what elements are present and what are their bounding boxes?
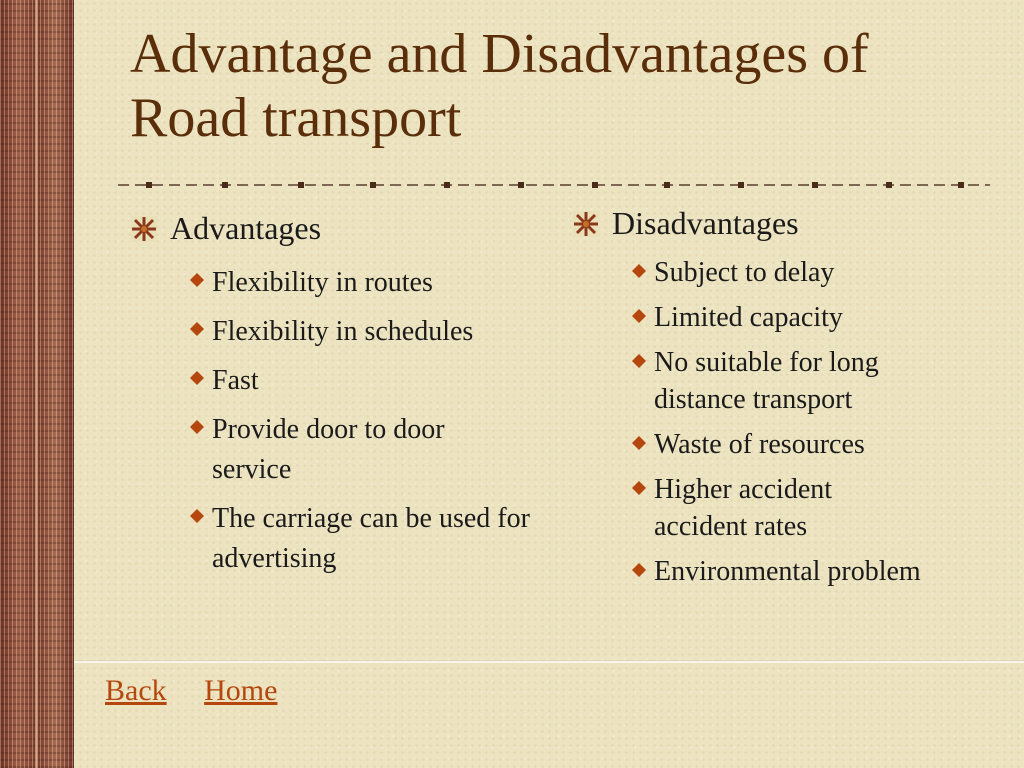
list-item-text: Waste of resources bbox=[654, 429, 865, 460]
list-item-text: The carriage can be used for advertising bbox=[212, 503, 530, 574]
list-item bbox=[632, 553, 932, 590]
list-item-text: Limited capacity bbox=[654, 302, 843, 333]
list-item-text: Flexibility in schedules bbox=[212, 316, 474, 347]
disadvantages-column bbox=[572, 205, 972, 598]
list-item-text: Provide door to door service bbox=[212, 414, 445, 485]
diamond-bullet-icon bbox=[190, 322, 204, 336]
diamond-bullet-icon bbox=[190, 273, 204, 287]
advantages-list bbox=[190, 263, 530, 579]
list-item bbox=[632, 299, 932, 336]
list-item-text: Higher accident accident rates bbox=[654, 474, 833, 542]
back-link[interactable]: Back bbox=[105, 674, 167, 707]
diamond-bullet-icon bbox=[632, 436, 646, 450]
list-item-text: Environmental problem bbox=[654, 556, 921, 587]
list-item bbox=[632, 344, 932, 418]
list-item-text: No suitable for long distance transport bbox=[654, 347, 879, 415]
diamond-bullet-icon bbox=[632, 563, 646, 577]
diamond-bullet-icon bbox=[190, 420, 204, 434]
compass-star-icon bbox=[572, 210, 600, 238]
disadvantages-list bbox=[632, 254, 932, 590]
list-item bbox=[632, 254, 932, 291]
list-item bbox=[190, 499, 530, 579]
advantages-heading-row bbox=[130, 210, 550, 247]
decorative-side-strip bbox=[0, 0, 74, 768]
title-divider-rule bbox=[118, 178, 990, 192]
slide-title bbox=[130, 22, 990, 150]
compass-star-icon bbox=[130, 215, 158, 243]
list-item bbox=[632, 471, 932, 545]
strip-divider-line bbox=[35, 0, 38, 768]
list-item bbox=[632, 426, 932, 463]
footer-divider bbox=[74, 660, 1024, 663]
disadvantages-heading-row bbox=[572, 205, 972, 242]
diamond-bullet-icon bbox=[632, 264, 646, 278]
list-item-text: Subject to delay bbox=[654, 257, 835, 288]
advantages-column bbox=[130, 210, 550, 588]
title-line-2: Road transport bbox=[130, 87, 462, 149]
diamond-bullet-icon bbox=[190, 371, 204, 385]
disadvantages-heading: Disadvantages bbox=[612, 205, 799, 241]
list-item bbox=[190, 312, 530, 352]
diamond-bullet-icon bbox=[632, 354, 646, 368]
list-item bbox=[190, 361, 530, 401]
slide-navigation bbox=[105, 674, 307, 708]
advantages-heading: Advantages bbox=[170, 210, 322, 246]
home-link[interactable]: Home bbox=[204, 674, 278, 707]
list-item bbox=[190, 410, 530, 490]
title-line-1: Advantage and Disadvantages of bbox=[130, 23, 869, 85]
diamond-bullet-icon bbox=[632, 481, 646, 495]
diamond-bullet-icon bbox=[190, 509, 204, 523]
diamond-bullet-icon bbox=[632, 309, 646, 323]
list-item-text: Fast bbox=[212, 365, 259, 396]
list-item-text: Flexibility in routes bbox=[212, 267, 433, 298]
list-item bbox=[190, 263, 530, 303]
